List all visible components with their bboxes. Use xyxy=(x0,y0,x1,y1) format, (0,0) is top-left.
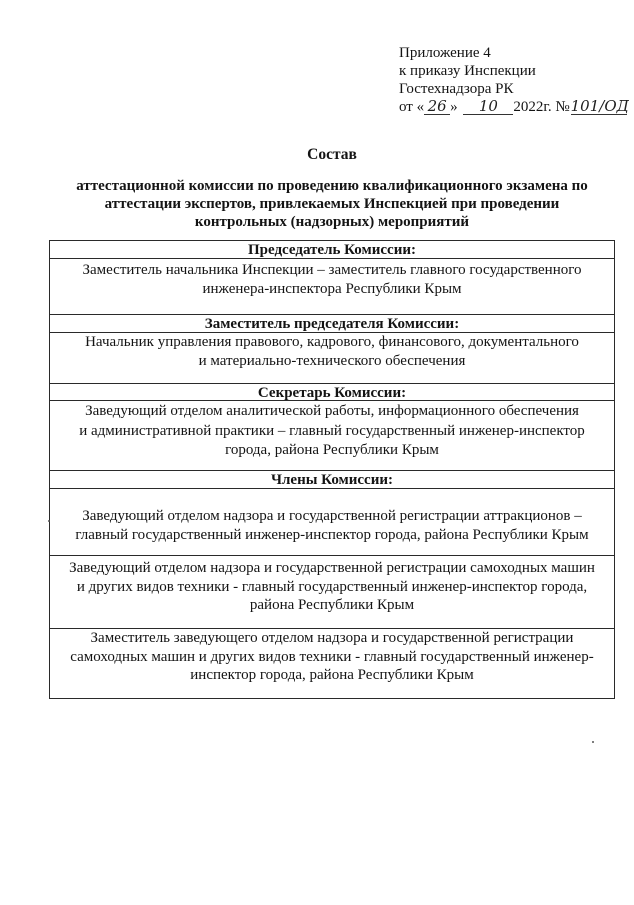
table-cell-line: инспектор города, района Республики Крым xyxy=(190,667,474,683)
table-cell-line: города, района Республики Крым xyxy=(225,442,439,458)
table-cell-line: главный государственный инженер-инспектор города, района Республики Крым xyxy=(75,526,589,543)
scan-speck xyxy=(592,741,594,743)
member-row xyxy=(50,489,614,556)
subtitle-line: аттестации экспертов, привлекаемых Инспекцией при проведении xyxy=(104,196,560,212)
table-cell-line: Заместитель начальника Инспекции – заместитель главного государственного xyxy=(82,262,582,278)
members-header: Члены Комиссии: xyxy=(50,471,614,489)
subtitle-line: аттестационной комиссии по проведению квалификационного экзамена по xyxy=(76,178,588,194)
handwritten-order-number: 101/ОД xyxy=(570,97,629,115)
date-day-suffix: » xyxy=(450,99,458,115)
secretary-header: Секретарь Комиссии: xyxy=(50,384,614,401)
annex-date-line xyxy=(399,98,629,116)
table-cell-line: инженера-инспектора Республики Крым xyxy=(202,280,462,297)
table-cell-line: Заведующий отделом надзора и государственной регистрации самоходных машин xyxy=(69,560,595,576)
annex-line-3: Гостехнадзора РК xyxy=(399,81,514,97)
member-row xyxy=(50,556,614,629)
table-cell-line: и материально-технического обеспечения xyxy=(198,352,466,369)
scan-speck xyxy=(48,520,50,522)
commission-table xyxy=(49,240,615,699)
table-cell-line: Заместитель заведующего отделом надзора и государственной регистрации xyxy=(90,630,574,646)
table-cell-line: Заведующий отделом надзора и государственной регистрации аттракционов – xyxy=(82,508,582,524)
table-cell-line: Заведующий отделом аналитической работы, информационного обеспечения xyxy=(85,403,579,419)
deputy-row xyxy=(50,333,614,384)
table-cell-line: Начальник управления правового, кадрового, финансового, документального xyxy=(85,334,579,350)
table-cell-line: и административной практики – главный государственный инженер-инспектор xyxy=(79,422,585,439)
subtitle-line: контрольных (надзорных) мероприятий xyxy=(194,214,470,230)
date-year: 2022г. № xyxy=(513,99,570,115)
annex-line-1: Приложение 4 xyxy=(399,45,491,61)
handwritten-month: 10 xyxy=(463,99,513,115)
document-title: Состав xyxy=(307,146,357,163)
member-row xyxy=(50,629,614,698)
annex-block xyxy=(399,44,629,116)
chair-header: Председатель Комиссии: xyxy=(50,241,614,259)
secretary-row xyxy=(50,401,614,471)
chair-row xyxy=(50,259,614,315)
deputy-header: Заместитель председателя Комиссии: xyxy=(50,315,614,333)
handwritten-day: 26 xyxy=(424,99,450,115)
annex-line-2: к приказу Инспекции xyxy=(399,63,536,79)
date-prefix: от « xyxy=(399,99,425,115)
table-cell-line: самоходных машин и других видов техники - главный государственный инженер- xyxy=(70,648,594,665)
table-cell-line: района Республики Крым xyxy=(249,597,415,613)
document-subtitle xyxy=(49,177,615,231)
table-cell-line: и других видов техники - главный государственный инженер-инспектор города, xyxy=(76,578,588,595)
